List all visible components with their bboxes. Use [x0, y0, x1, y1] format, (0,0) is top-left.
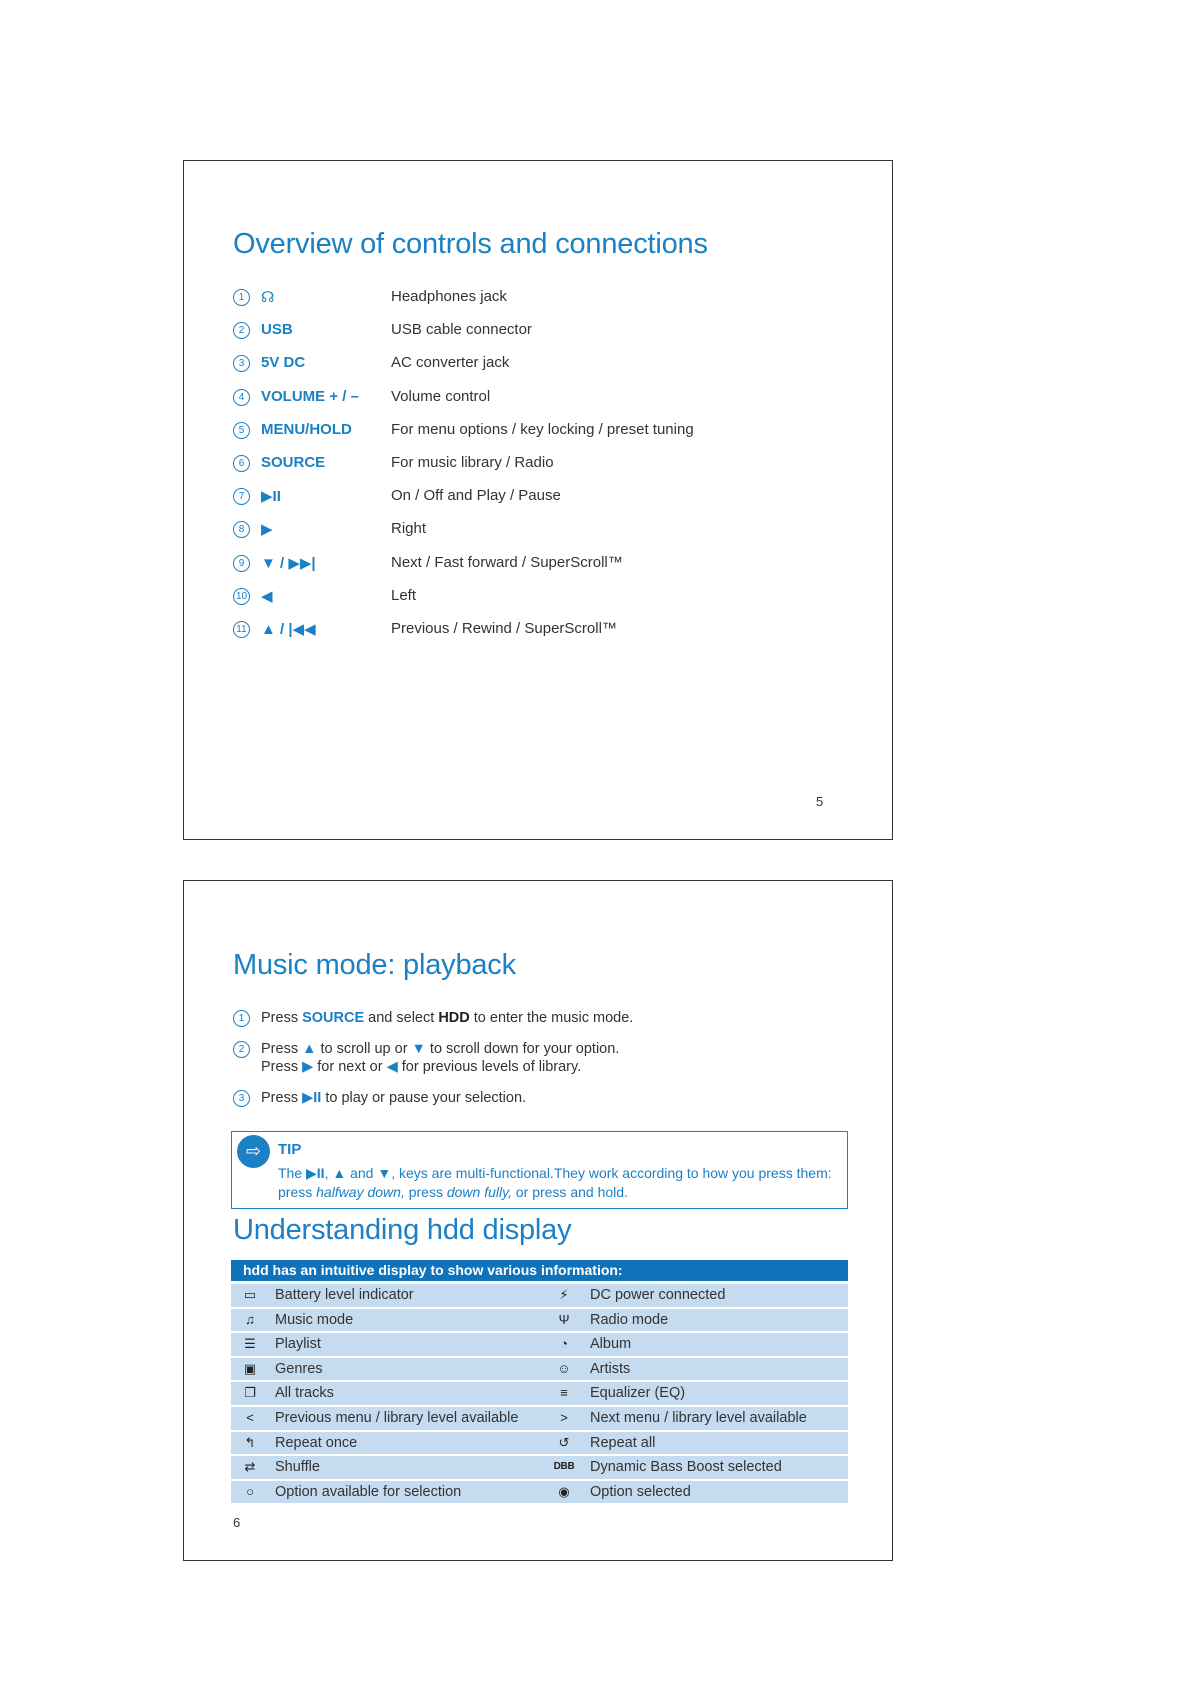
headphones-icon: ☊: [261, 289, 275, 306]
item-number: 5: [233, 422, 250, 439]
tip-fragment: ,: [324, 1165, 333, 1181]
dc-power-icon: ⚡: [559, 1287, 569, 1302]
step-text: Press: [261, 1089, 303, 1106]
icon-description: Repeat once: [275, 1434, 358, 1451]
table-row: [231, 1456, 848, 1479]
step-text: Press: [261, 1040, 303, 1057]
info-table-header: hdd has an intuitive display to show various information:: [231, 1260, 848, 1281]
item-number: 8: [233, 521, 250, 538]
step-text: and select: [364, 1010, 439, 1026]
control-row-left: [233, 587, 853, 620]
step-1: [233, 1009, 853, 1028]
step-3: [233, 1089, 853, 1108]
control-description: Volume control: [391, 387, 491, 405]
right-arrow-icon: ▶: [302, 1059, 314, 1075]
table-row: [231, 1432, 848, 1455]
control-key: MENU/HOLD: [261, 420, 352, 438]
page-number: 5: [816, 794, 824, 809]
icon-description: Previous menu / library level available: [275, 1409, 519, 1426]
chevron-left-icon: <: [246, 1409, 254, 1425]
tip-emphasis: down fully,: [446, 1183, 512, 1200]
down-arrow-icon: ▼: [411, 1040, 426, 1057]
controls-list: [233, 288, 853, 653]
control-key: VOLUME + / –: [261, 387, 359, 405]
item-number: 1: [233, 289, 250, 306]
control-key: SOURCE: [261, 453, 326, 471]
icon-description: All tracks: [275, 1385, 334, 1402]
tip-fragment: press: [404, 1183, 447, 1200]
table-row: [231, 1382, 848, 1405]
control-row-right: [233, 520, 853, 553]
repeat-all-icon: ↺: [558, 1434, 570, 1450]
item-number: 4: [233, 389, 250, 406]
step-text: Press: [261, 1010, 303, 1026]
icon-description: Dynamic Bass Boost selected: [590, 1459, 782, 1476]
play-pause-icon: ▶II: [261, 488, 281, 506]
page-title: Music mode: playback: [233, 949, 516, 981]
control-row-source: [233, 454, 853, 487]
table-row: [231, 1309, 848, 1332]
control-row-play-pause: [233, 487, 853, 520]
icon-description: Radio mode: [590, 1311, 669, 1328]
icon-description: Album: [590, 1336, 632, 1353]
control-key: USB: [261, 321, 293, 339]
table-row: [231, 1481, 848, 1504]
control-row-menu-hold: [233, 421, 853, 454]
dbb-icon: DBB: [553, 1461, 575, 1473]
source-key-label: SOURCE: [302, 1010, 365, 1026]
tip-text: [278, 1164, 838, 1201]
control-description: On / Off and Play / Pause: [391, 487, 561, 505]
step-text: to play or pause your selection.: [321, 1089, 527, 1106]
control-description: Right: [391, 520, 427, 538]
page-title: Overview of controls and connections: [233, 228, 708, 260]
manual-page-6: [183, 880, 893, 1561]
tip-arrow-icon: ⇨: [237, 1135, 270, 1168]
display-icons-table: [231, 1284, 848, 1505]
control-description: Previous / Rewind / SuperScroll™: [391, 619, 617, 637]
icon-description: Genres: [275, 1360, 323, 1377]
control-row-volume: [233, 388, 853, 421]
control-row-previous: [233, 620, 853, 653]
item-number: 3: [233, 1090, 250, 1107]
artists-icon: ☺: [557, 1360, 571, 1376]
equalizer-icon: ≡: [560, 1385, 568, 1401]
tip-emphasis: halfway down,: [316, 1183, 405, 1200]
shuffle-icon: ⇄: [244, 1459, 256, 1475]
album-icon: ◔: [560, 1336, 568, 1352]
up-previous-icon: ▲ / |◀◀: [261, 620, 316, 638]
tip-fragment: and: [346, 1165, 378, 1181]
step-text: for next or: [313, 1059, 387, 1075]
table-row: [231, 1407, 848, 1430]
play-pause-icon: ▶II: [306, 1165, 325, 1181]
item-number: 2: [233, 1041, 250, 1058]
radio-antenna-icon: Ψ: [558, 1311, 570, 1327]
step-text: to scroll up or: [316, 1040, 412, 1057]
control-description: USB cable connector: [391, 321, 532, 339]
down-arrow-icon: ▼: [377, 1165, 392, 1181]
icon-description: Option available for selection: [275, 1483, 462, 1500]
item-number: 2: [233, 322, 250, 339]
icon-description: Shuffle: [275, 1459, 320, 1476]
tip-fragment: , keys are multi-functional.They work according to how you press them: press: [278, 1165, 832, 1200]
play-pause-icon: ▶II: [302, 1089, 322, 1106]
radio-empty-icon: ○: [246, 1483, 254, 1499]
icon-description: Option selected: [590, 1483, 691, 1500]
section-title: Understanding hdd display: [233, 1214, 572, 1246]
chevron-right-icon: >: [560, 1409, 568, 1425]
table-row: [231, 1358, 848, 1381]
tip-fragment: The: [278, 1165, 307, 1181]
control-row-next: [233, 554, 853, 587]
table-row: [231, 1284, 848, 1307]
manual-page-5: [183, 160, 893, 840]
control-description: For music library / Radio: [391, 453, 554, 471]
control-row-usb: [233, 321, 853, 354]
control-row-5vdc: [233, 354, 853, 387]
item-number: 1: [233, 1010, 250, 1027]
step-text: to enter the music mode.: [469, 1010, 634, 1026]
control-key: 5V DC: [261, 354, 306, 372]
item-number: 7: [233, 488, 250, 505]
all-tracks-icon: ❐: [244, 1385, 256, 1401]
step-2: [233, 1040, 853, 1077]
page-number: 6: [233, 1515, 241, 1530]
down-next-icon: ▼ / ▶▶|: [261, 554, 316, 572]
icon-description: Equalizer (EQ): [590, 1385, 686, 1402]
control-description: For menu options / key locking / preset tuning: [391, 420, 694, 438]
left-arrow-icon: ◀: [261, 587, 273, 605]
battery-icon: ▭: [243, 1287, 257, 1302]
control-description: Headphones jack: [391, 288, 507, 305]
left-arrow-icon: ◀: [386, 1059, 398, 1075]
tip-title: TIP: [278, 1141, 302, 1158]
tip-fragment: or press and hold.: [511, 1183, 628, 1200]
item-number: 11: [233, 621, 250, 638]
item-number: 6: [233, 455, 250, 472]
item-number: 3: [233, 355, 250, 372]
control-row-headphones: [233, 288, 853, 321]
radio-selected-icon: ◉: [558, 1483, 570, 1499]
tip-box: [231, 1131, 848, 1209]
playback-steps: [233, 1009, 853, 1119]
up-arrow-icon: ▲: [332, 1165, 347, 1181]
hdd-label: HDD: [438, 1010, 470, 1026]
item-number: 9: [233, 555, 250, 572]
up-arrow-icon: ▲: [302, 1040, 317, 1057]
right-arrow-icon: ▶: [261, 521, 273, 539]
repeat-once-icon: ↰: [244, 1434, 256, 1450]
music-note-icon: ♫: [245, 1311, 255, 1327]
playlist-icon: ☰: [244, 1336, 256, 1352]
icon-description: Battery level indicator: [275, 1287, 414, 1303]
item-number: 10: [233, 588, 250, 605]
icon-description: DC power connected: [590, 1287, 726, 1303]
step-text: for previous levels of library.: [397, 1059, 582, 1075]
icon-description: Artists: [590, 1360, 631, 1377]
control-description: Left: [391, 586, 417, 604]
table-row: [231, 1333, 848, 1356]
control-description: AC converter jack: [391, 354, 510, 372]
step-text: to scroll down for your option.: [425, 1040, 620, 1057]
icon-description: Next menu / library level available: [590, 1409, 807, 1426]
control-description: Next / Fast forward / SuperScroll™: [391, 553, 623, 571]
icon-description: Repeat all: [590, 1434, 656, 1451]
step-text: Press: [261, 1059, 303, 1075]
icon-description: Playlist: [275, 1336, 321, 1353]
genres-icon: ▣: [243, 1360, 257, 1376]
icon-description: Music mode: [275, 1311, 354, 1328]
